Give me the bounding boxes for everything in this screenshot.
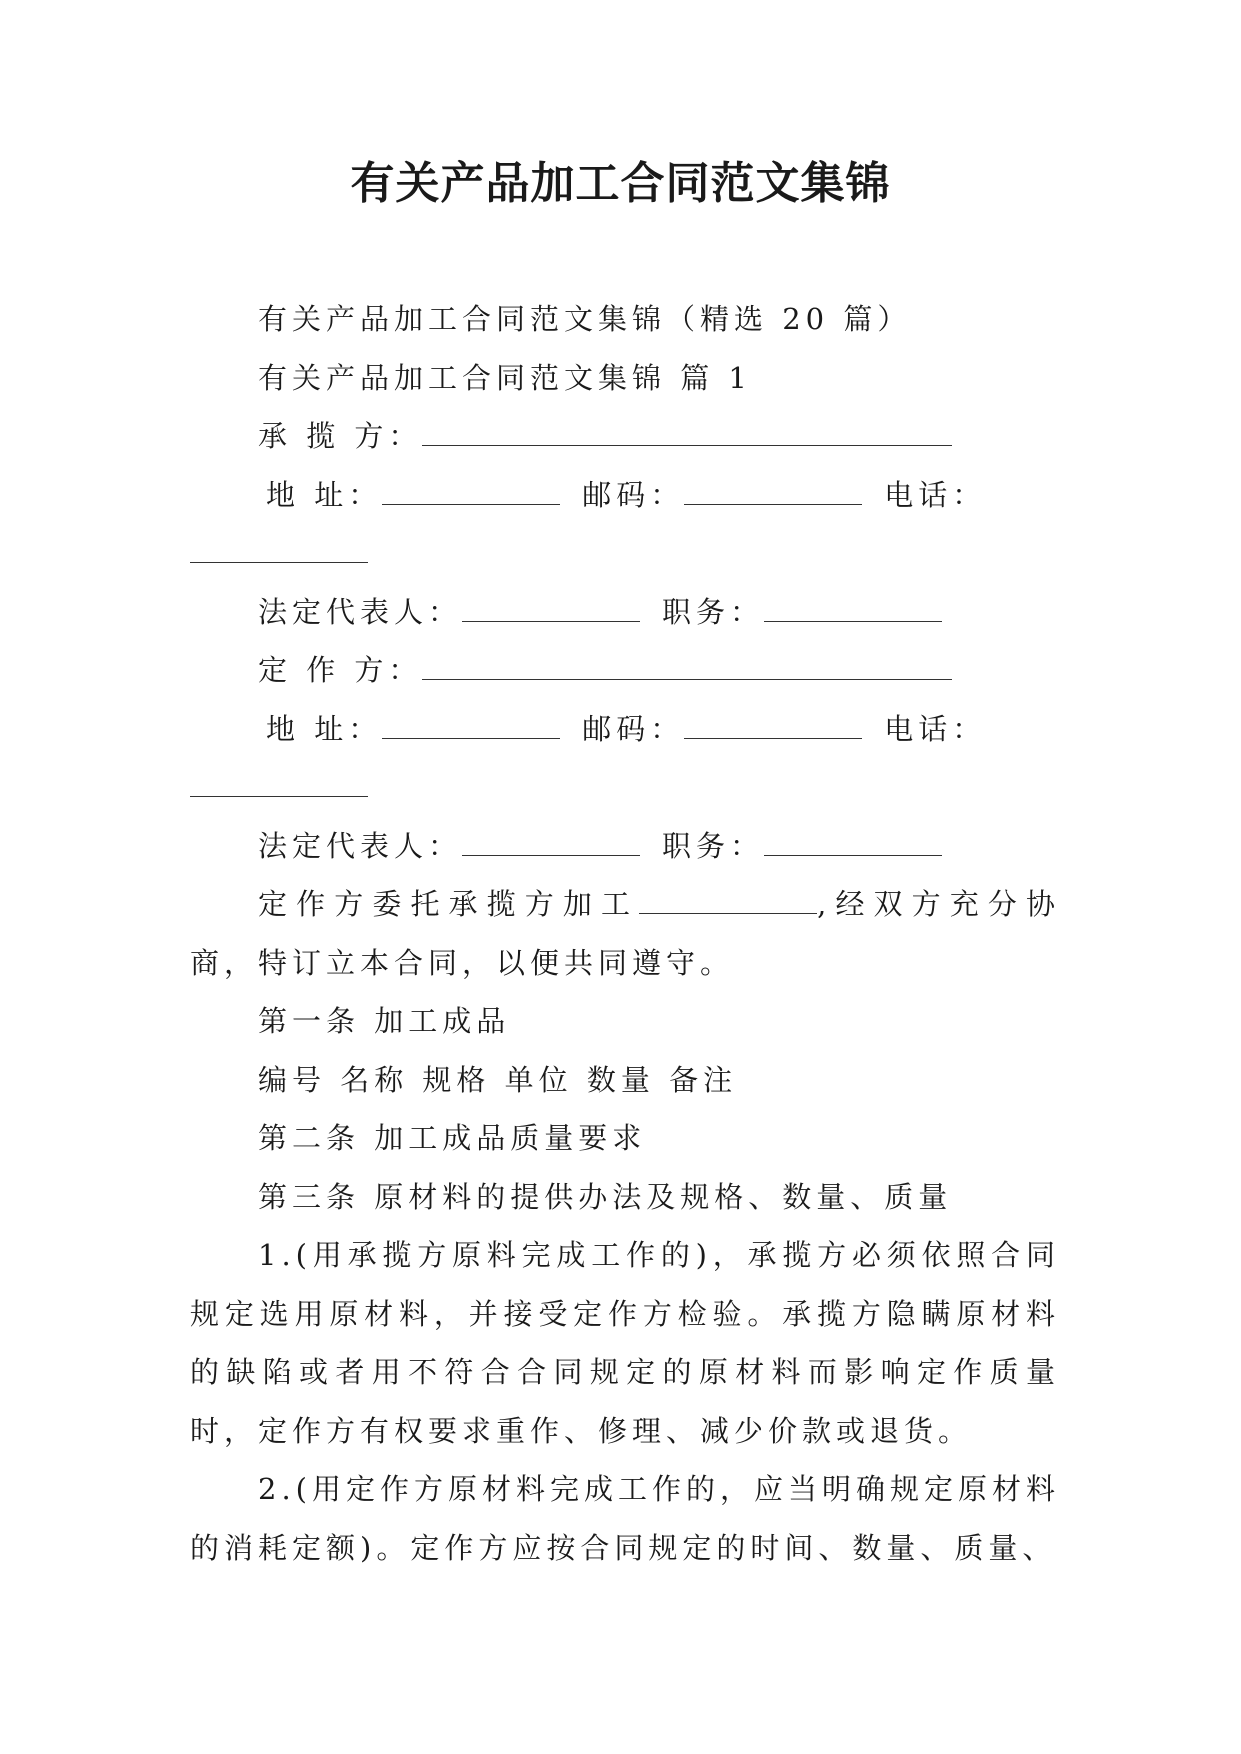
position-blank[interactable]: [764, 593, 942, 622]
contractor-blank[interactable]: [422, 417, 952, 446]
contractor-line: [190, 407, 1060, 466]
clause-2: 2.(用定作方原材料完成工作的，应当明确规定原材料的消耗定额)。定作方应按合同规定的时间、数量、质量、: [190, 1472, 1060, 1565]
document-body: [190, 290, 1060, 1577]
postcode-blank[interactable]: [684, 476, 862, 505]
phone2-label: 电话：: [884, 711, 987, 746]
phone-label: 电话：: [884, 477, 987, 512]
phone-continuation-line: [190, 524, 1060, 583]
document-title: 有关产品加工合同范文集锦: [350, 158, 891, 209]
legal-rep2-blank[interactable]: [462, 827, 640, 856]
orderer-blank[interactable]: [422, 651, 952, 680]
phone2-blank[interactable]: [190, 768, 368, 797]
position-label: 职务：: [662, 594, 765, 629]
position2-blank[interactable]: [764, 827, 942, 856]
address-blank[interactable]: [382, 476, 560, 505]
postcode2-blank[interactable]: [684, 710, 862, 739]
legal-rep2-line: [190, 817, 1060, 876]
address2-blank[interactable]: [382, 710, 560, 739]
address2-label: 地 址：: [266, 711, 383, 746]
postcode2-label: 邮码：: [582, 711, 685, 746]
product-blank[interactable]: [639, 885, 817, 914]
contractor-label: 承 揽 方：: [258, 419, 423, 453]
table-header-line: 编号 名称 规格 单位 数量 备注: [258, 1062, 738, 1097]
address-label: 地 址：: [266, 477, 383, 512]
article-1: 第一条 加工成品: [258, 1004, 511, 1038]
subtitle-line: 有关产品加工合同范文集锦（精选 20 篇）: [258, 302, 912, 336]
orderer-address-line: [190, 700, 1060, 759]
section-heading: 有关产品加工合同范文集锦 篇 1: [258, 360, 752, 395]
postcode-label: 邮码：: [582, 477, 685, 512]
article-3: 第三条 原材料的提供办法及规格、数量、质量: [258, 1179, 953, 1214]
orderer-line: [190, 641, 1060, 700]
legal-rep-line: [190, 583, 1060, 642]
legal-rep-blank[interactable]: [462, 593, 640, 622]
phone-blank[interactable]: [190, 534, 368, 563]
position2-label: 职务：: [662, 828, 765, 863]
article-2: 第二条 加工成品质量要求: [258, 1121, 647, 1155]
intro-text-a: 定作方委托承揽方加工: [258, 887, 640, 921]
clause-1: 1.(用承揽方原料完成工作的)，承揽方必须依照合同规定选用原材料，并接受定作方检验。承揽方隐瞒原材料的缺陷或者用不符合合同规定的原材料而影响定作质量时，定作方有权要求重作、修理、减少价款或退货。: [190, 1238, 1060, 1448]
orderer-label: 定 作 方：: [258, 653, 423, 687]
legal-rep2-label: 法定代表人：: [258, 828, 463, 863]
intro-paragraph: [190, 875, 1060, 992]
contractor-address-line: [190, 466, 1060, 525]
phone2-continuation-line: [190, 758, 1060, 817]
intro-text-b: ,经双方充分协商，特订立本合同，以便共同遵守。: [190, 887, 1060, 980]
legal-rep-label: 法定代表人：: [258, 594, 463, 629]
